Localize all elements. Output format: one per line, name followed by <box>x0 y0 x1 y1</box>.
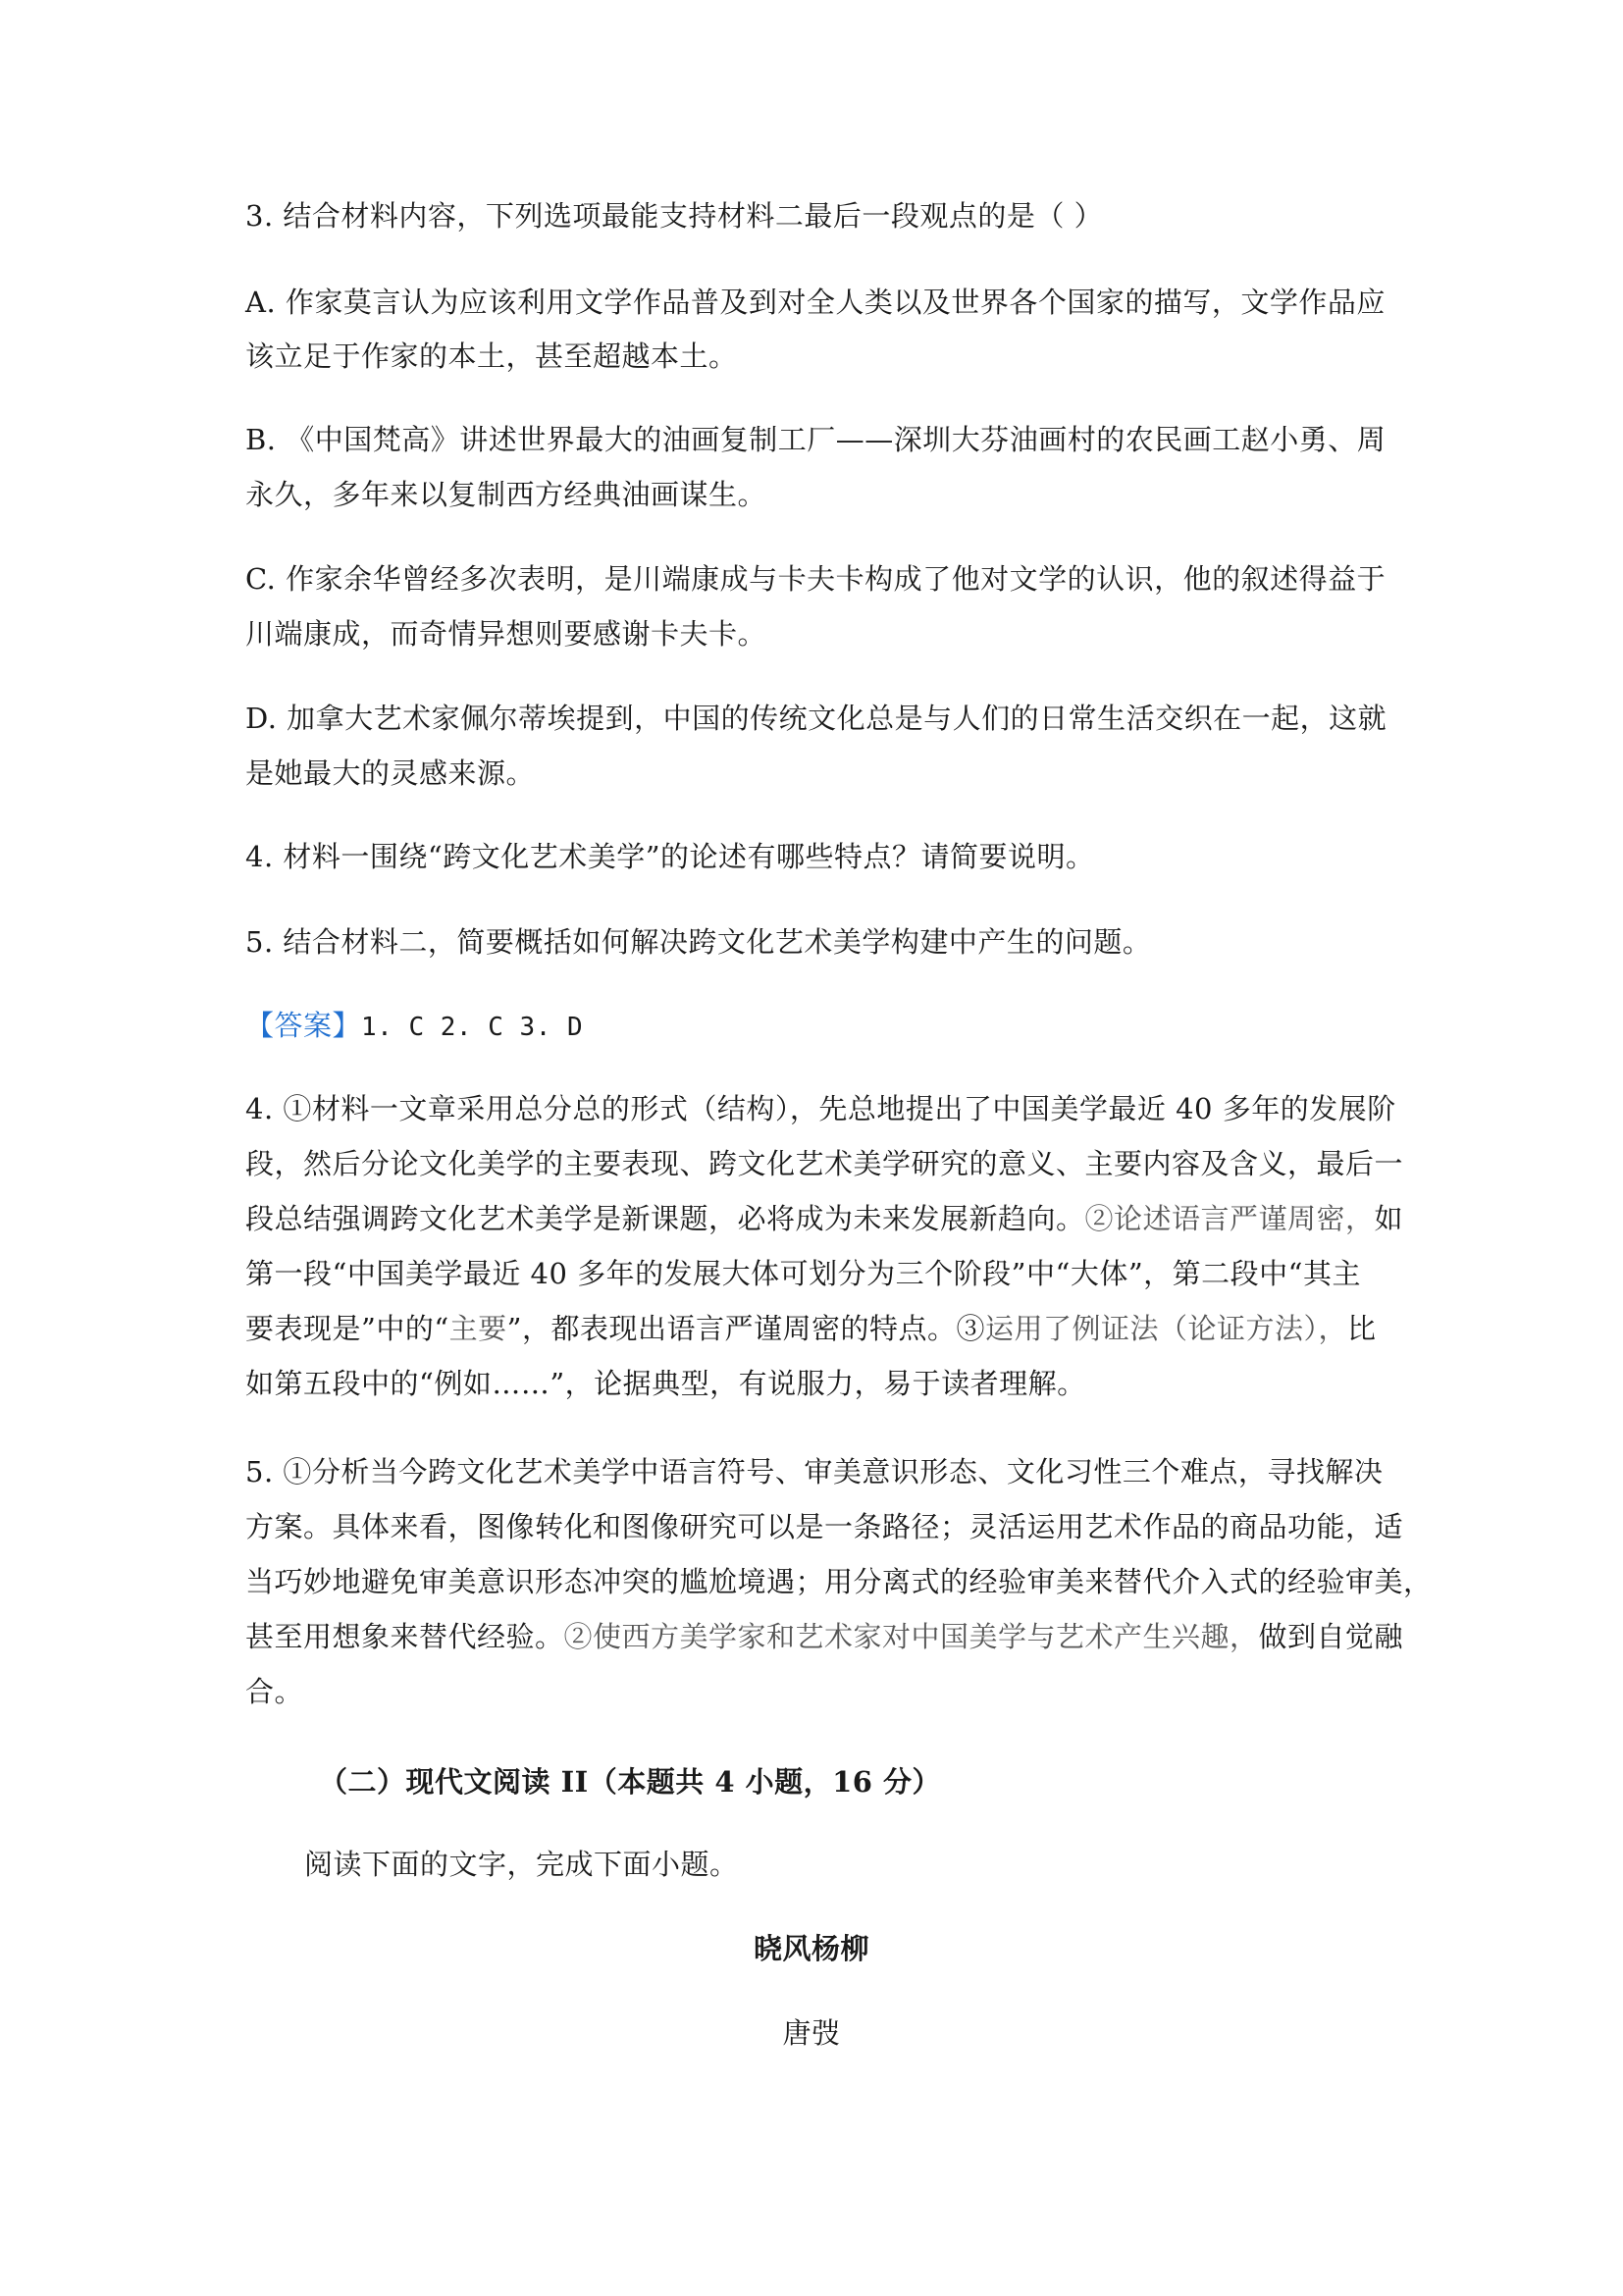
article-author: 唐弢 <box>782 2016 841 2050</box>
answer4-line5-part2: 主要 <box>448 1312 507 1345</box>
answer4-line4: 第一段“中国美学最近 40 多年的发展大体可划分为三个阶段”中“大体”，第二段中“其主 <box>245 1257 1361 1290</box>
answer-line <box>245 1006 583 1047</box>
section-title: （二）现代文阅读 II（本题共 4 小题，16 分） <box>319 1765 942 1799</box>
answer5-line2: 方案。具体来看，图像转化和图像研究可以是一条路径；灵活运用艺术作品的商品功能，适 <box>245 1510 1404 1543</box>
q3-option-b-line2: 永久，多年来以复制西方经典油画谋生。 <box>245 478 767 511</box>
answer-tag: 【答案】 <box>245 1009 362 1042</box>
q3-option-b-line1: B. 《中国梵高》讲述世界最大的油画复制工厂——深圳大芬油画村的农民画工赵小勇、周 <box>245 423 1387 456</box>
answer4-line5-part3: ”，都表现出语言严谨周密的特点。③ <box>506 1312 985 1345</box>
answer5-line3: 当巧妙地避免审美意识形态冲突的尴尬境遇；用分离式的经验审美来替代介入式的经验审美， <box>245 1565 1433 1598</box>
answer4-line3-part3: 如 <box>1374 1202 1404 1235</box>
q3-option-a-line1: A. 作家莫言认为应该利用文学作品普及到对全人类以及世界各个国家的描写，文学作品应 <box>245 286 1386 319</box>
answer5-line4-part3: 做到自觉融 <box>1258 1620 1404 1653</box>
answer5-line1: 5. ①分析当今跨文化艺术美学中语言符号、审美意识形态、文化习性三个难点，寻找解决 <box>245 1455 1384 1488</box>
answer4-line1: 4. ①材料一文章采用总分总的形式（结构），先总地提出了中国美学最近 40 多年的发展阶 <box>245 1092 1396 1125</box>
q3-option-a-line2: 该立足于作家的本土，甚至超越本土。 <box>245 339 738 373</box>
q3-stem: 3. 结合材料内容，下列选项最能支持材料二最后一段观点的是（ ） <box>245 199 1104 233</box>
q3-option-d-line1: D. 加拿大艺术家佩尔蒂埃提到，中国的传统文化总是与人们的日常生活交织在一起，这就 <box>245 702 1387 735</box>
article-title: 晓风杨柳 <box>753 1932 869 1965</box>
answer4-line5-part4: 运用了例证法（论证方法）， <box>985 1312 1348 1345</box>
answer5-line4 <box>245 1617 1403 1656</box>
answer4-line3 <box>245 1199 1403 1238</box>
q3-option-c-line2: 川端康成，而奇情异想则要感谢卡夫卡。 <box>245 617 767 651</box>
answer4-line5-part5: 比 <box>1347 1312 1377 1345</box>
answer5-line4-part1: 甚至用想象来替代经验。 <box>245 1620 564 1653</box>
answer4-line2: 段，然后分论文化美学的主要表现、跨文化艺术美学研究的意义、主要内容及含义，最后一 <box>245 1147 1404 1180</box>
q5-stem: 5. 结合材料二，简要概括如何解决跨文化艺术美学构建中产生的问题。 <box>245 925 1152 959</box>
answer5-line5: 合。 <box>245 1675 304 1708</box>
answer4-line3-part2: ②论述语言严谨周密， <box>1084 1202 1375 1235</box>
answer4-line6: 如第五段中的“例如……”，论据典型，有说服力，易于读者理解。 <box>245 1367 1086 1400</box>
answer4-line3-part1: 段总结强调跨文化艺术美学是新课题，必将成为未来发展新趋向。 <box>245 1202 1085 1235</box>
q4-stem: 4. 材料一围绕“跨文化艺术美学”的论述有哪些特点？请简要说明。 <box>245 840 1095 873</box>
answer-items: 1. C 2. C 3. D <box>361 1013 584 1042</box>
answer4-line5-part1: 要表现是”中的“ <box>245 1312 449 1345</box>
q3-option-c-line1: C. 作家余华曾经多次表明，是川端康成与卡夫卡构成了他对文学的认识，他的叙述得益于 <box>245 562 1387 596</box>
answer5-line4-part2: ②使西方美学家和艺术家对中国美学与艺术产生兴趣， <box>563 1620 1259 1653</box>
reading-instruction: 阅读下面的文字，完成下面小题。 <box>304 1848 739 1881</box>
q3-option-d-line2: 是她最大的灵感来源。 <box>245 757 536 790</box>
answer4-line5 <box>245 1309 1377 1348</box>
